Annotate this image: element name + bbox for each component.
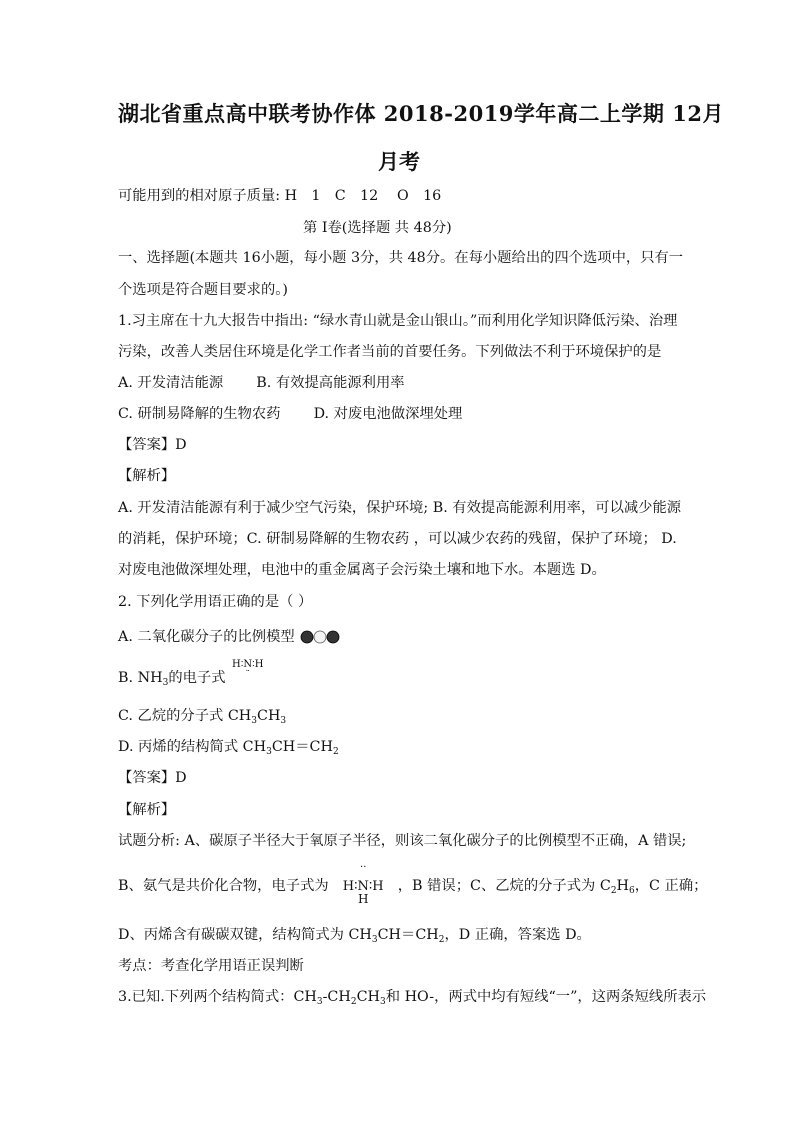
nh3-electron-formula: H∶N∶H ¨	[232, 659, 264, 680]
co2-ball-model-icon	[300, 629, 340, 645]
q2-analysis-line3: D、丙烯含有碳碳双键，结构简式为 $CH_3CH=CH_2$，D 正确，答案选 D。	[118, 927, 591, 945]
q2-option-c: C. 乙烷的分子式 $CH_3CH_3$	[118, 708, 287, 726]
q2-analysis-line2: B、氨气是共价化合物，电子式为 ·· H∶N∶H H ，B 错误；C、乙烷的分子式为 $C_2H_6$，C 正确；	[118, 862, 708, 906]
q2-stem: 2. 下列化学用语正确的是（ ）	[118, 594, 313, 610]
section-title: 第 I卷(选择题 共 48分)	[303, 220, 452, 236]
q1-option-c: C. 研制易降解的生物农药	[118, 406, 281, 422]
instructions-line2: 个选项是符合题目要求的。)	[118, 282, 288, 298]
q1-option-b: B. 有效提高能源利用率	[256, 375, 405, 391]
q2-option-a: A. 二氧化碳分子的比例模型	[118, 627, 340, 647]
q1-stem-line2: 污染，改善人类居住环境是化学工作者当前的首要任务。下列做法不利于环境保护的是	[118, 344, 662, 360]
q2-option-d: D. 丙烯的结构简式 $CH_3CH=CH_2$	[118, 739, 339, 757]
atomic-mass-note: 可能用到的相对原子质量: H 1 C 12 O 16	[118, 188, 442, 204]
q2-analysis-line1: 试题分析: A、碳原子半径大于氧原子半径，则该二氧化碳分子的比例模型不正确，A 错误;	[118, 833, 687, 849]
q2-keypoint: 考点：考查化学用语正误判断	[118, 958, 304, 974]
q1-option-a: A. 开发清洁能源	[118, 375, 224, 391]
doc-title-line1: 湖北省重点高中联考协作体 2018-2019学年高二上学期 12月	[118, 101, 724, 126]
q2-answer: 【答案】D	[118, 770, 187, 786]
instructions-line1: 一、选择题(本题共 16小题，每小题 3分，共 48分。在每小题给出的四个选项中，只有一	[118, 250, 684, 266]
q3-stem: 3.已知.下列两个结构简式：$CH_3-CH_2CH_3$和 HO-，两式中均有短线“一”，这两条短线所表示	[118, 989, 707, 1007]
q1-options-row1	[118, 373, 405, 393]
q1-option-d: D. 对废电池做深埋处理	[313, 406, 463, 422]
q1-stem-line1: 1.习主席在十九大报告中指出: “绿水青山就是金山银山。”而利用化学知识降低污染、治理	[118, 313, 678, 329]
q2-analysis-label: 【解析】	[118, 802, 176, 818]
q1-options-row2	[118, 404, 462, 424]
q1-analysis-line2: 的消耗，保护环境；C. 研制易降解的生物农药 ，可以减少农药的残留，保护了环境； D.	[118, 531, 677, 547]
q2-option-b: B. $NH_3$的电子式 H∶N∶H ¨	[118, 659, 264, 688]
doc-title-line2: 月考	[378, 149, 420, 174]
q1-answer: 【答案】D	[118, 437, 187, 453]
q1-analysis-line3: 对废电池做深埋处理，电池中的重金属离子会污染土壤和地下水。本题选 D。	[118, 562, 606, 578]
q1-analysis-line1: A. 开发清洁能源有利于减少空气污染，保护环境; B. 有效提高能源利用率，可以减少能源	[118, 500, 682, 516]
q1-analysis-label: 【解析】	[118, 468, 176, 484]
nh3-electron-formula-analysis: ·· H∶N∶H H	[342, 862, 384, 906]
